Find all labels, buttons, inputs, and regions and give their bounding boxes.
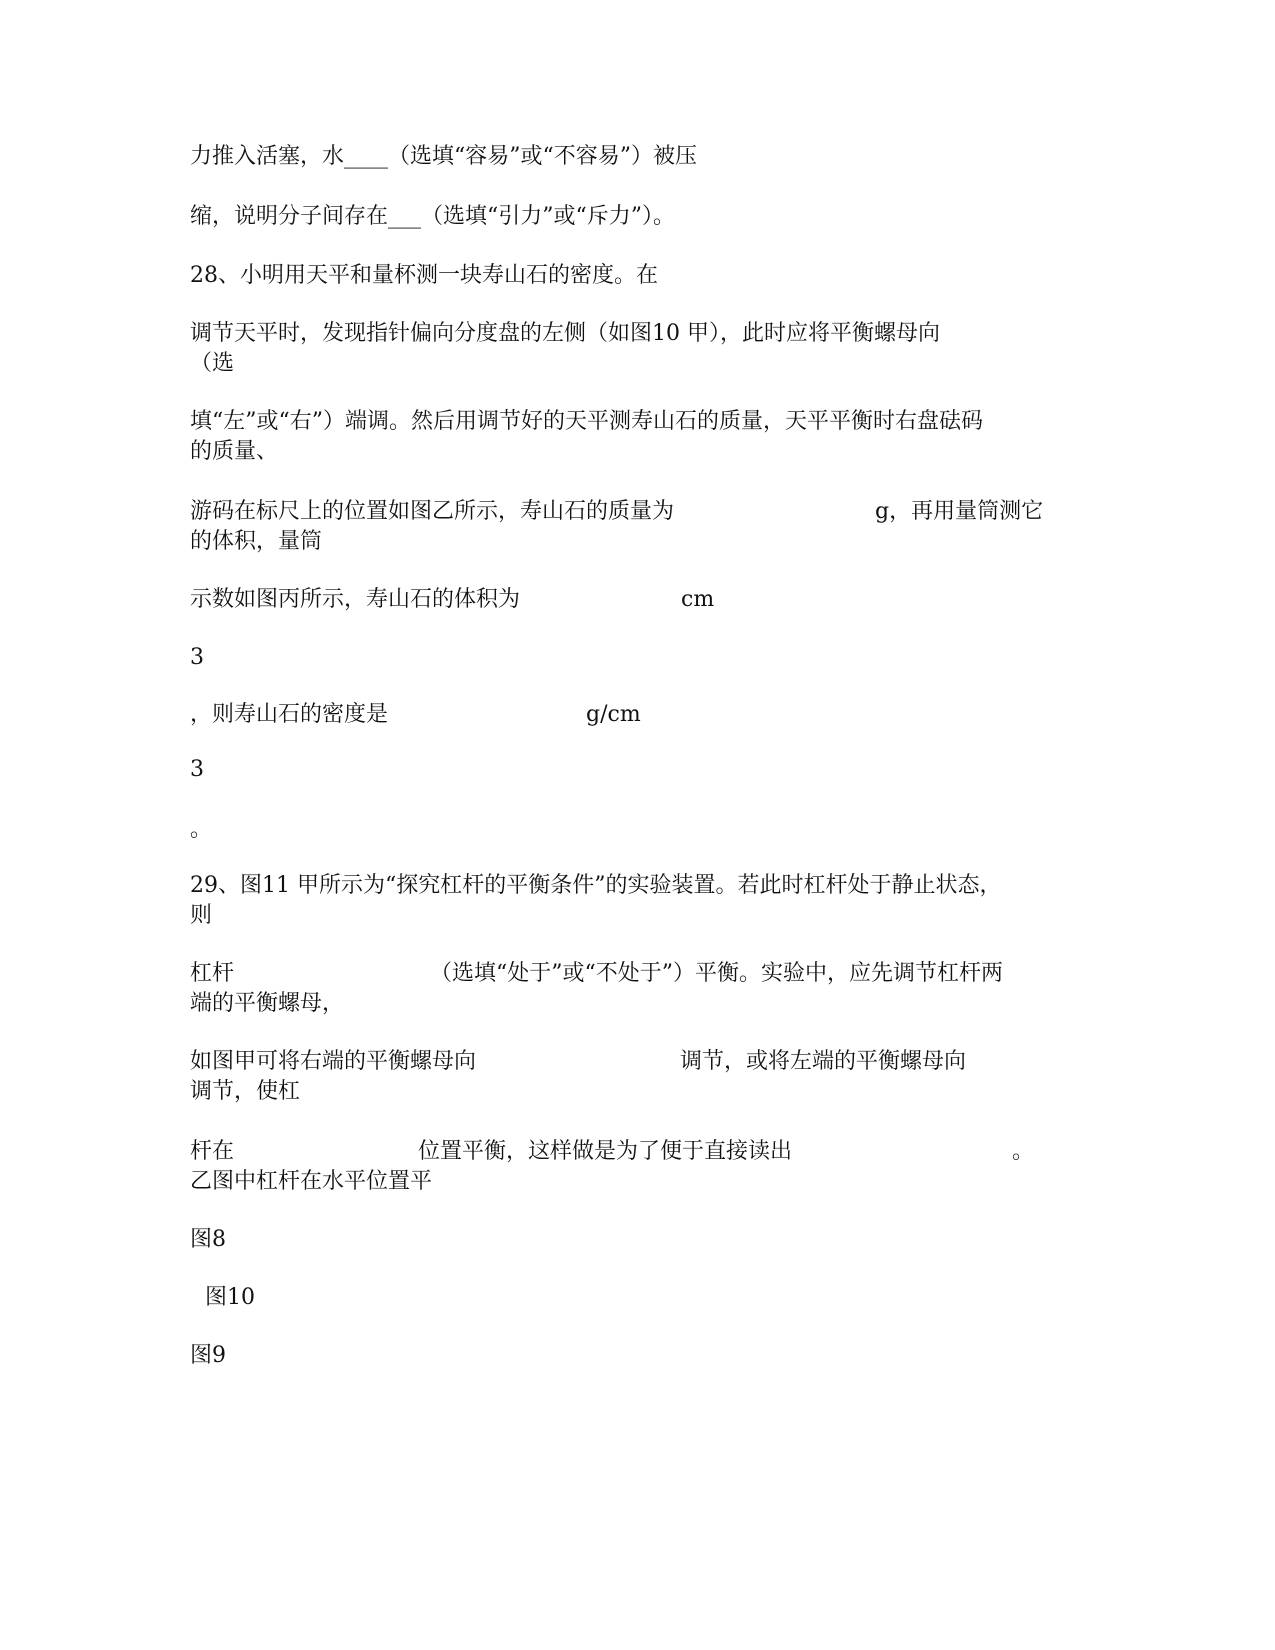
period: 。 <box>190 817 213 842</box>
unit-cm: cm <box>681 587 715 612</box>
text-line: 乙图中杠杆在水平位置平 <box>190 1169 433 1194</box>
text-line: 力推入活塞，水____（选填“容易”或“不容易”）被压 <box>190 144 697 169</box>
text-line: 的质量、 <box>190 439 279 464</box>
text-line: （选 <box>190 351 235 376</box>
text-line: 杆在 <box>190 1139 235 1164</box>
text-line: 则 <box>190 903 213 928</box>
question-29-line: 29、图11 甲所示为“探究杠杆的平衡条件”的实验装置。若此时杠杆处于静止状态， <box>190 873 1002 898</box>
text-line: 端的平衡螺母， <box>190 991 345 1016</box>
text-line: 调节天平时，发现指针偏向分度盘的左侧（如图10 甲），此时应将平衡螺母向 <box>190 321 940 346</box>
figure-8-caption: 图8 <box>190 1227 226 1252</box>
text-segment: 调节，或将左端的平衡螺母向 <box>680 1049 967 1074</box>
text-segment: （选填“处于”或“不处于”）平衡。实验中，应先调节杠杆两 <box>430 961 1003 986</box>
text-line: 缩，说明分子间存在___（选填“引力”或“斥力”）。 <box>190 204 675 229</box>
text-line: 的体积，量筒 <box>190 529 323 554</box>
text-line: 游码在标尺上的位置如图乙所示，寿山石的质量为 <box>190 499 675 524</box>
text-line: 示数如图丙所示，寿山石的体积为 <box>190 587 521 612</box>
text-line: 调节，使杠 <box>190 1079 301 1104</box>
text-line: 杠杆 <box>190 961 235 986</box>
figure-10-caption: 图10 <box>205 1285 255 1310</box>
figure-9-caption: 图9 <box>190 1343 226 1368</box>
superscript-3: 3 <box>190 757 204 782</box>
text-segment: 位置平衡，这样做是为了便于直接读出 <box>418 1139 793 1164</box>
question-28-line: 28、小明用天平和量杯测一块寿山石的密度。在 <box>190 263 658 288</box>
text-line: ，则寿山石的密度是 <box>190 702 389 727</box>
text-line: 如图甲可将右端的平衡螺母向 <box>190 1049 477 1074</box>
period: 。 <box>1012 1139 1035 1164</box>
unit-g-per-cm: g/cm <box>586 702 641 727</box>
superscript-3: 3 <box>190 645 204 670</box>
text-segment: g，再用量筒测它 <box>875 499 1044 524</box>
text-line: 填“左”或“右”）端调。然后用调节好的天平测寿山石的质量，天平平衡时右盘砝码 <box>190 409 983 434</box>
